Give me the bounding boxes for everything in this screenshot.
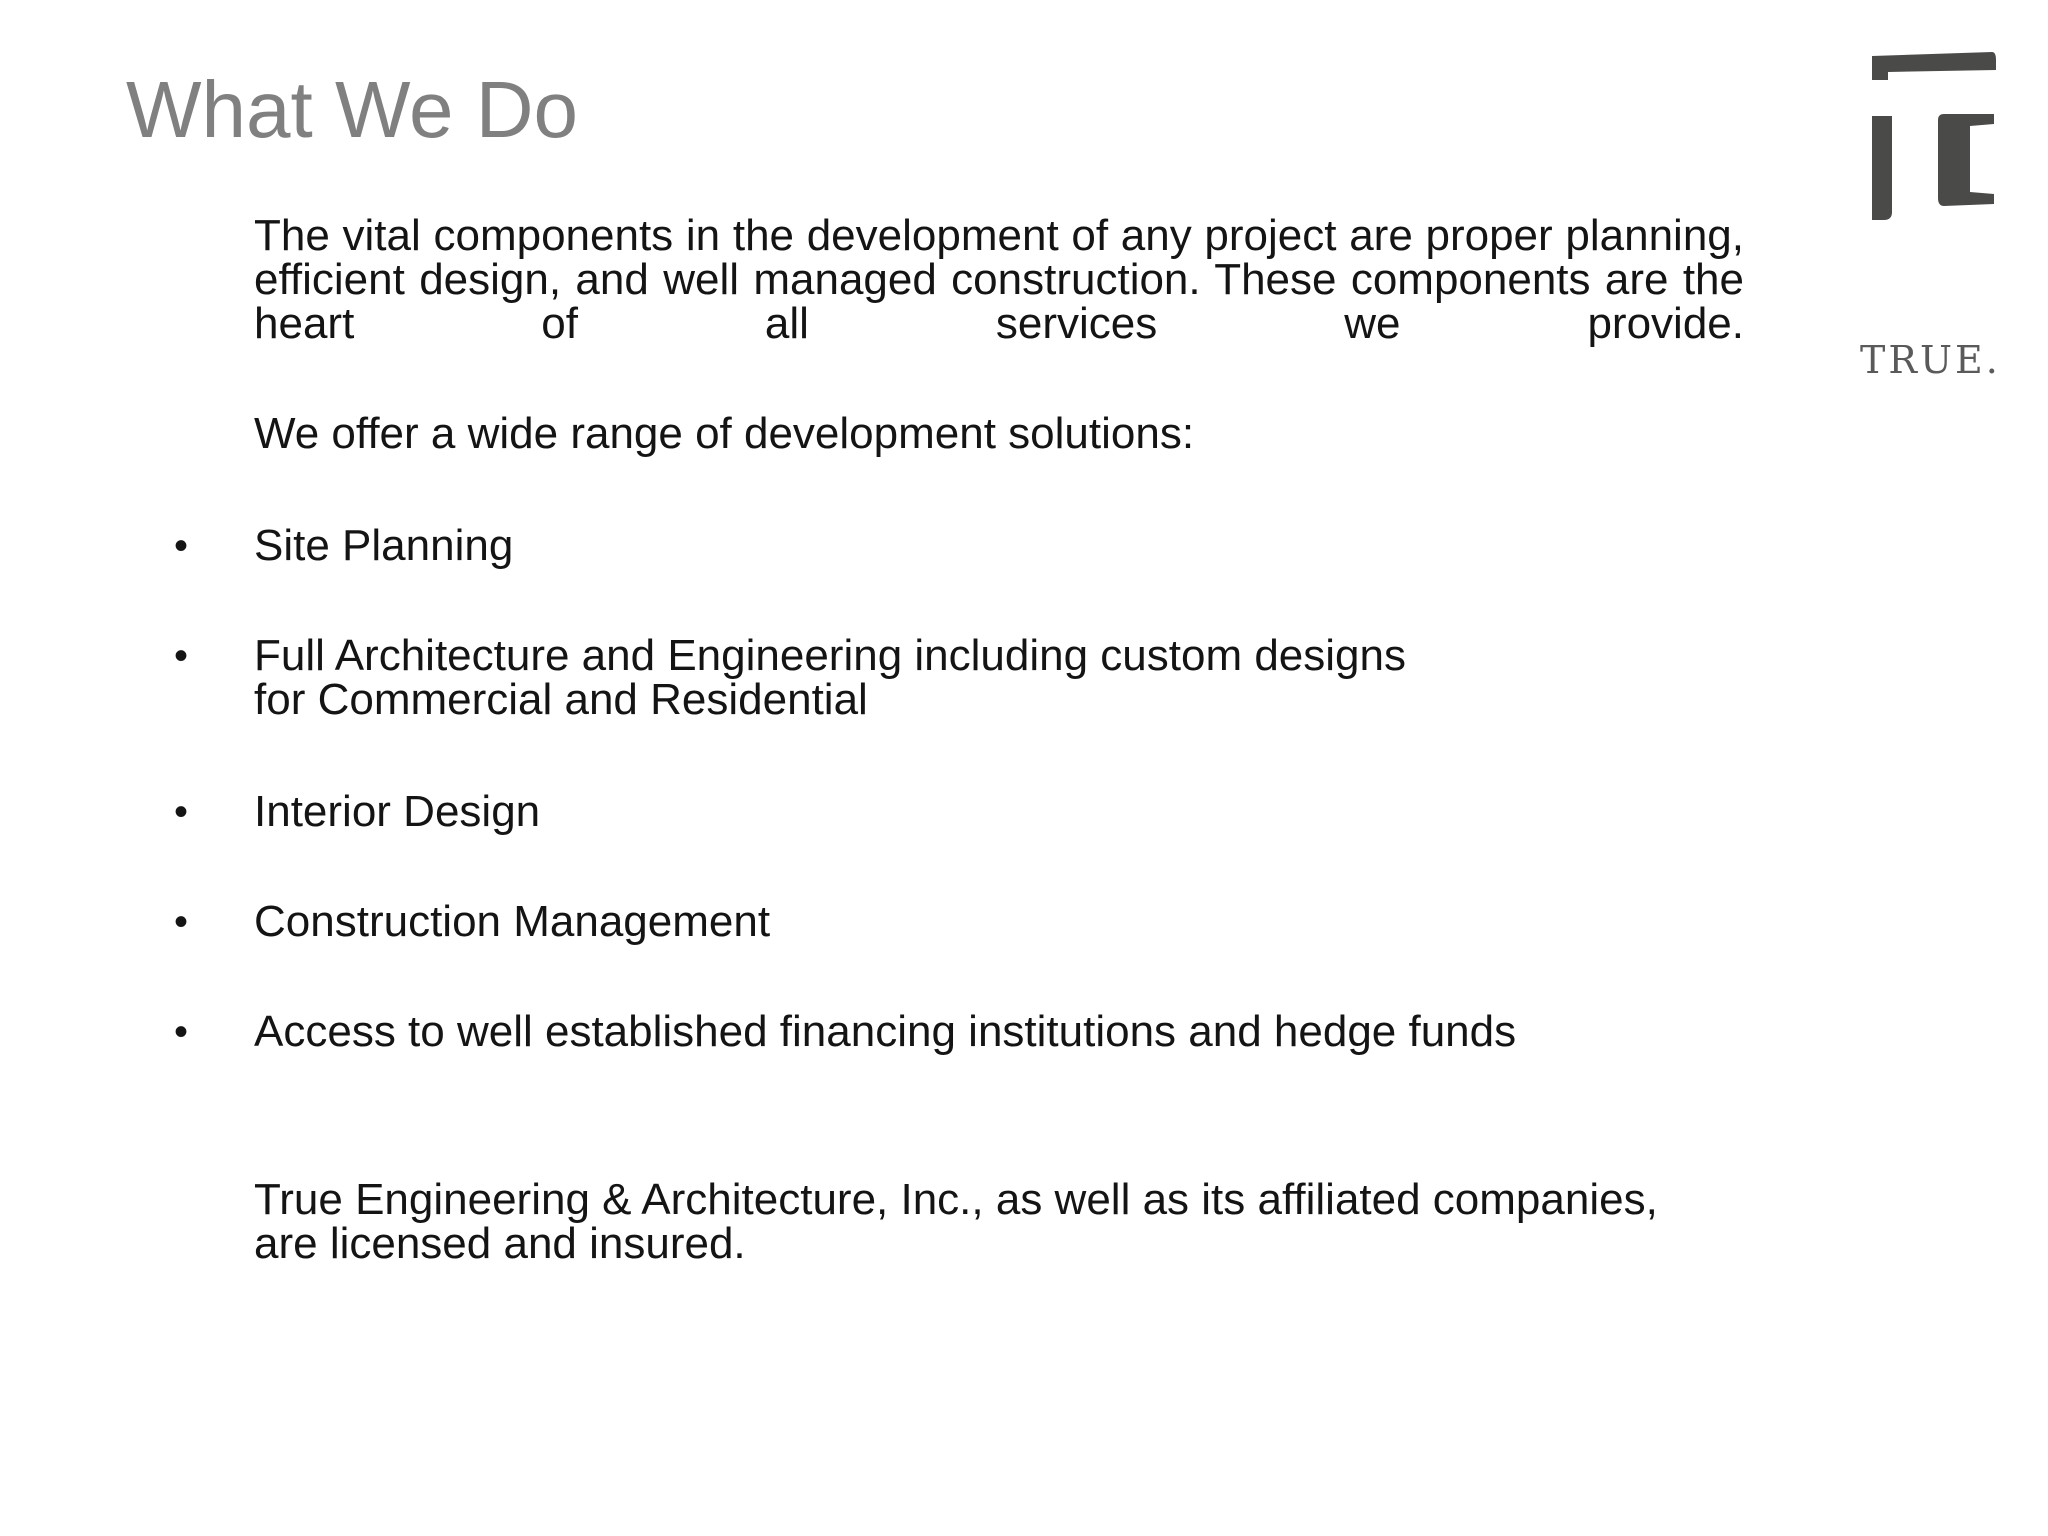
bullet-icon: • — [174, 790, 189, 834]
list-item-line: Construction Management — [254, 897, 771, 946]
list-item-text — [254, 897, 1734, 946]
bullet-icon: • — [174, 634, 189, 678]
list-item-text — [254, 1007, 1734, 1056]
bullet-icon: • — [174, 524, 189, 568]
list-item-line: Access to well established financing institutions and hedge funds — [254, 1007, 1517, 1056]
bullet-icon: • — [174, 1010, 189, 1054]
list-item-text — [254, 631, 1734, 724]
list-item-line: Interior Design — [254, 787, 541, 836]
list-item-text — [254, 787, 1734, 836]
statement-line: True Engineering & Architecture, Inc., as well as its affiliated companies, — [254, 1175, 1658, 1224]
slide-title: What We Do — [126, 65, 578, 154]
list-item-line: Full Architecture and Engineering including custom designs — [254, 631, 1406, 680]
list-item-line: for Commercial and Residential — [254, 675, 868, 724]
statement-line: are licensed and insured. — [254, 1219, 746, 1268]
services-lead: We offer a wide range of development solutions: — [254, 409, 1195, 458]
logo-wordmark: TRUE. — [1860, 338, 2001, 382]
list-item-text — [254, 521, 1734, 570]
licensing-statement — [254, 1175, 1744, 1268]
list-item-line: Site Planning — [254, 521, 514, 570]
bullet-icon: • — [174, 900, 189, 944]
intro-paragraph: The vital components in the development of any project are proper planning, efficient design, and well managed construction. These components are the heart of all services we provide. — [254, 211, 1744, 348]
